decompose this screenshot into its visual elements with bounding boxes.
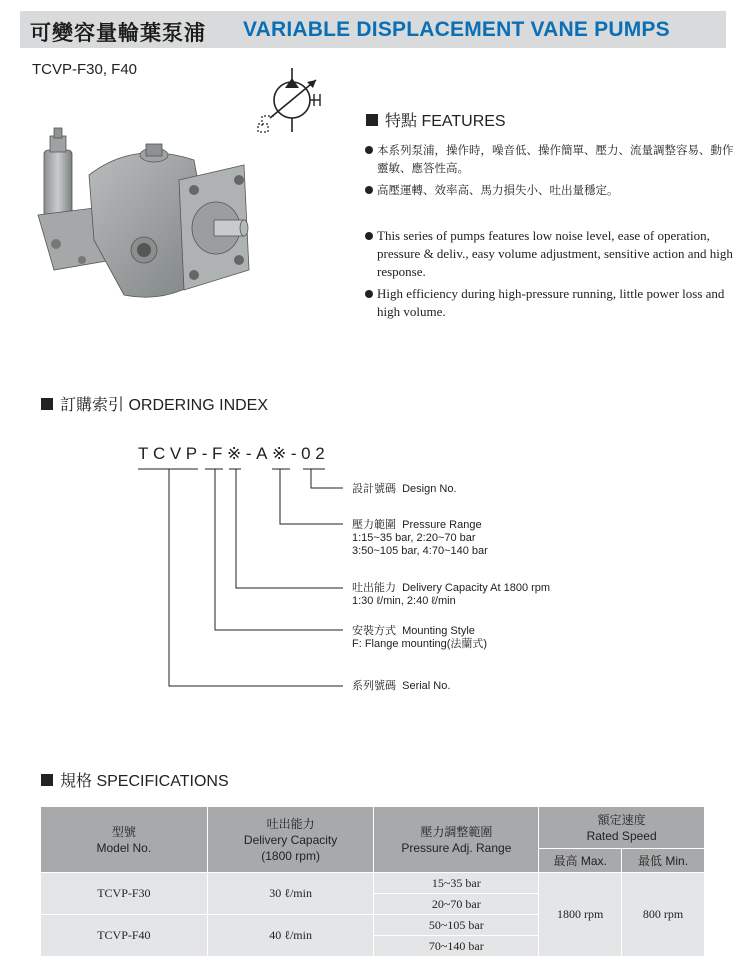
feature-item-zh-1: 本系列泵浦，操作時，噪音低、操作簡單、壓力、流量調整容易、動作靈敏、應答性高。 <box>365 141 735 177</box>
title-english: VARIABLE DISPLACEMENT VANE PUMPS <box>243 18 670 41</box>
feature-item-en-2: High efficiency during high-pressure running, little power loss and high volume. <box>365 285 735 321</box>
section-square-icon <box>41 774 53 786</box>
ordering-label-design: 設計號碼 Design No. <box>352 483 457 495</box>
row-pressure: 50~105 bar <box>374 915 539 936</box>
features-heading <box>366 108 506 131</box>
col-model: 型號 Model No. <box>41 807 208 873</box>
ordering-label-delivery: 吐出能力 Delivery Capacity At 1800 rpm 1:30 ℓ/min, 2:40 ℓ/min <box>352 582 551 607</box>
title-chinese: 可變容量輪葉泵浦 <box>30 21 206 45</box>
row-delivery: 40 ℓ/min <box>207 915 374 957</box>
row-pressure: 20~70 bar <box>374 894 539 915</box>
pump-photo <box>34 120 254 320</box>
features-list-zh <box>365 141 735 203</box>
section-square-icon <box>41 398 53 410</box>
feature-item-en-1: This series of pumps features low noise level, ease of operation, pressure & deliv., easy volume adjustment, sensitive action and high response. <box>365 227 735 281</box>
row-model: TCVP-F40 <box>41 915 208 957</box>
row-pressure: 15~35 bar <box>374 873 539 894</box>
col-max: 最高 Max. <box>539 849 622 873</box>
ordering-label-mounting: 安裝方式 Mounting Style F: Flange mounting(法蘭式) <box>352 625 488 650</box>
ordering-heading <box>41 392 268 415</box>
ordering-label-serial: 系列號碼 Serial No. <box>352 680 451 692</box>
ordering-heading-text: 訂購索引 ORDERING INDEX <box>60 397 269 414</box>
model-line: TCVP-F30, F40 <box>32 61 138 78</box>
col-pressure: 壓力調整範圍 Pressure Adj. Range <box>374 807 539 873</box>
hydraulic-symbol <box>252 66 332 136</box>
features-heading-text: 特點 FEATURES <box>385 113 506 130</box>
speed-max-value: 1800 rpm <box>539 873 622 957</box>
col-delivery: 吐出能力 Delivery Capacity (1800 rpm) <box>207 807 374 873</box>
specs-heading-text: 規格 SPECIFICATIONS <box>60 773 229 790</box>
col-speed: 額定速度 Rated Speed <box>539 807 705 849</box>
row-pressure: 70~140 bar <box>374 936 539 957</box>
row-delivery: 30 ℓ/min <box>207 873 374 915</box>
ordering-code: TCVP-F※-A※-02 <box>138 444 330 463</box>
title-bar <box>20 11 726 48</box>
specs-table <box>40 806 705 957</box>
features-list-en <box>365 227 735 325</box>
ordering-label-pressure: 壓力範圍 Pressure Range 1:15~35 bar, 2:20~70 bar 3:50~105 bar, 4:70~140 bar <box>352 519 488 557</box>
row-model: TCVP-F30 <box>41 873 208 915</box>
speed-min-value: 800 rpm <box>622 873 705 957</box>
section-square-icon <box>366 114 378 126</box>
specs-heading <box>41 768 229 791</box>
feature-item-zh-2: 高壓運轉、效率高、馬力損失小、吐出量穩定。 <box>365 181 735 199</box>
col-min: 最低 Min. <box>622 849 705 873</box>
